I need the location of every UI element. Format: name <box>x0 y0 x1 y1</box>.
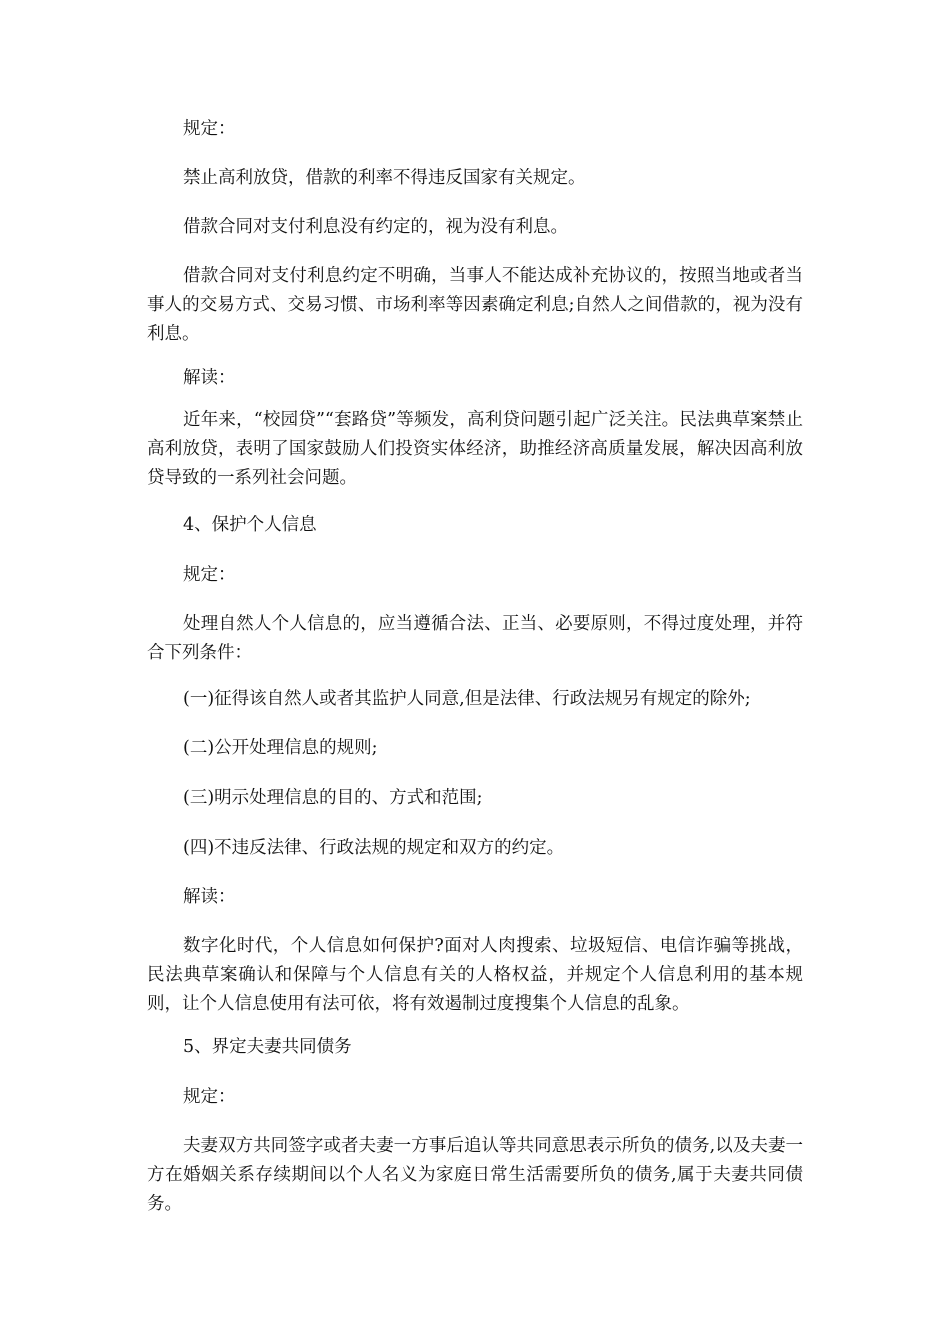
label-guiding: 规定： <box>183 119 236 139</box>
paragraph: 近年来，“校园贷”“套路贷”等频发，高利贷问题引起广泛关注。民法典草案禁止高利放贷，表明了国家鼓励人们投资实体经济，助推经济高质量发展，解决因高利放贷导致的一系列社会问题。 <box>147 410 803 488</box>
list-item: (四)不违反法律、行政法规的规定和双方的约定。 <box>183 838 565 858</box>
label-guiding: 规定： <box>183 565 236 585</box>
section-heading: 4、保护个人信息 <box>183 515 317 535</box>
section-heading: 5、界定夫妻共同债务 <box>183 1037 352 1057</box>
paragraph: 处理自然人个人信息的，应当遵循合法、正当、必要原则，不得过度处理，并符合下列条件： <box>147 614 803 663</box>
list-item: (三)明示处理信息的目的、方式和范围; <box>183 788 483 808</box>
paragraph: 夫妻双方共同签字或者夫妻一方事后追认等共同意思表示所负的债务,以及夫妻一方在婚姻关系存续期间以个人名义为家庭日常生活需要所负的债务,属于夫妻共同债务。 <box>147 1136 803 1214</box>
list-item: (一)征得该自然人或者其监护人同意,但是法律、行政法规另有规定的除外; <box>183 689 751 709</box>
label-interpretation: 解读： <box>183 887 236 907</box>
paragraph: 数字化时代，个人信息如何保护?面对人肉搜索、垃圾短信、电信诈骗等挑战，民法典草案确认和保障与个人信息有关的人格权益，并规定个人信息利用的基本规则，让个人信息使用有法可依，将有效遏制过度搜集个人信息的乱象。 <box>147 936 803 1014</box>
label-guiding: 规定： <box>183 1087 236 1107</box>
label-interpretation: 解读： <box>183 368 236 388</box>
list-item: (二)公开处理信息的规则; <box>183 738 378 758</box>
paragraph: 借款合同对支付利息没有约定的，视为没有利息。 <box>183 217 568 237</box>
paragraph: 禁止高利放贷，借款的利率不得违反国家有关规定。 <box>183 168 586 188</box>
paragraph: 借款合同对支付利息约定不明确，当事人不能达成补充协议的，按照当地或者当事人的交易方式、交易习惯、市场利率等因素确定利息;自然人之间借款的，视为没有利息。 <box>147 266 803 344</box>
